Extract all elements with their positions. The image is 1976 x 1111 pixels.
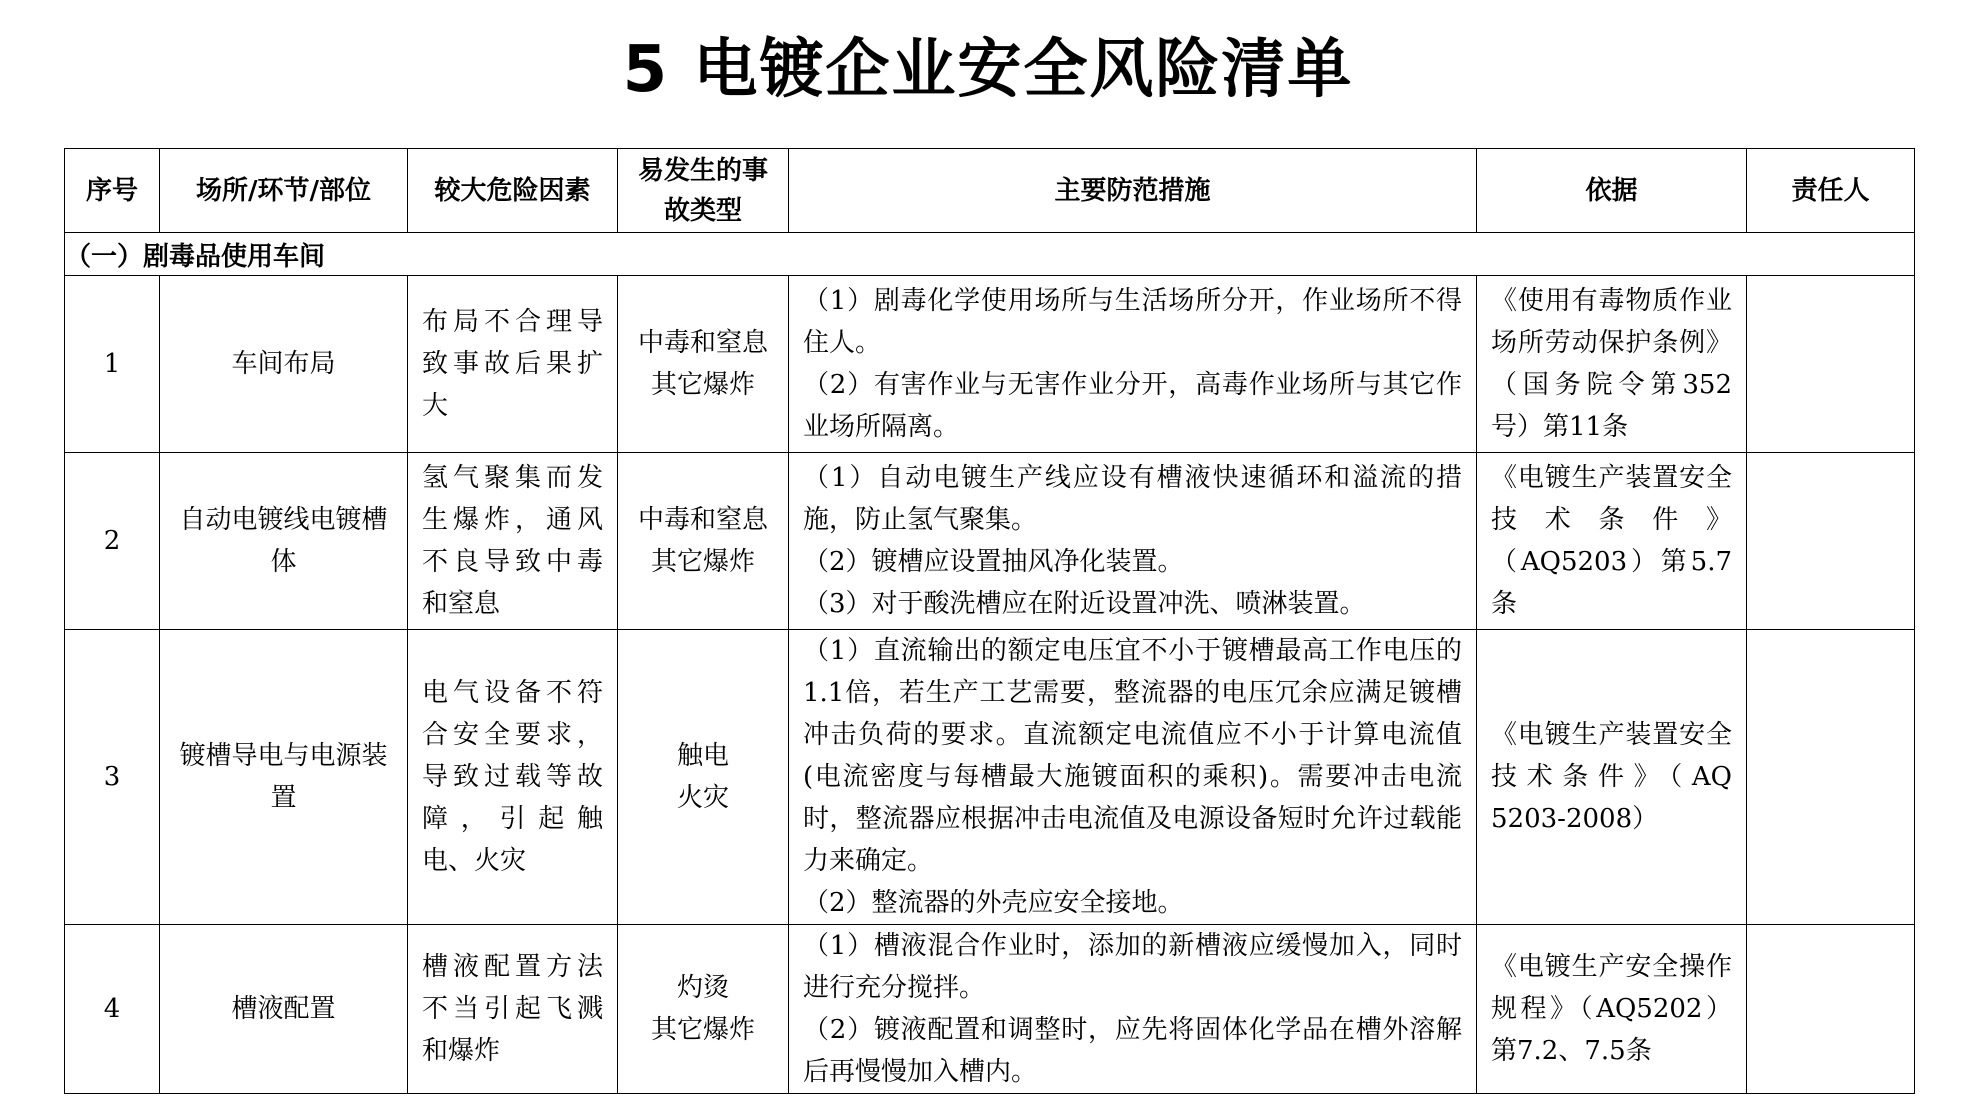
row-measures: （1）自动电镀生产线应设有槽液快速循环和溢流的措施，防止氢气聚集。 （2）镀槽应设置抽风净化装置。 （3）对于酸洗槽应在附近设置冲洗、喷淋装置。 [789,453,1477,630]
row-location: 槽液配置 [160,925,408,1094]
row-seq: 1 [65,276,160,453]
row-accident: 触电 火灾 [618,630,789,925]
page-title: 5 电镀企业安全风险清单 [622,33,1354,107]
risk-table [64,148,1915,1094]
header-responsible: 责任人 [1747,149,1915,233]
row-basis: 《电镀生产安全操作规程》（AQ5202）第7.2、7.5条 [1477,925,1747,1094]
header-basis: 依据 [1477,149,1747,233]
row-measures: （1）直流输出的额定电压宜不小于镀槽最高工作电压的1.1倍，若生产工艺需要，整流器的电压冗余应满足镀槽冲击负荷的要求。直流额定电流值应不小于计算电流值(电流密度与每槽最大施镀面积的乘积)。需要冲击电流时，整流器应根据冲击电流值及电源设备短时允许过载能力来确定。 （2）整流器的外壳应安全接地。 [789,630,1477,925]
row-responsible [1747,276,1915,453]
header-seq: 序号 [65,149,160,233]
row-seq: 4 [65,925,160,1094]
row-basis: 《电镀生产装置安全技术条件》（AQ 5203-2008） [1477,630,1747,925]
row-accident: 中毒和窒息 其它爆炸 [618,276,789,453]
row-basis: 《使用有毒物质作业场所劳动保护条例》（国务院令第352号）第11条 [1477,276,1747,453]
row-seq: 2 [65,453,160,630]
table-row [65,630,1915,925]
row-accident: 灼烫 其它爆炸 [618,925,789,1094]
row-measures: （1）槽液混合作业时，添加的新槽液应缓慢加入，同时进行充分搅拌。 （2）镀液配置和调整时，应先将固体化学品在槽外溶解后再慢慢加入槽内。 [789,925,1477,1094]
header-accident-type: 易发生的事故类型 [618,149,789,233]
section-row [65,233,1915,276]
row-seq: 3 [65,630,160,925]
row-location: 镀槽导电与电源装置 [160,630,408,925]
row-measures: （1）剧毒化学使用场所与生活场所分开，作业场所不得住人。 （2）有害作业与无害作业分开，高毒作业场所与其它作业场所隔离。 [789,276,1477,453]
table-row [65,453,1915,630]
header-location: 场所/环节/部位 [160,149,408,233]
header-measures: 主要防范措施 [789,149,1477,233]
row-accident: 中毒和窒息 其它爆炸 [618,453,789,630]
row-hazard: 氢气聚集而发生爆炸，通风不良导致中毒和窒息 [408,453,618,630]
row-hazard: 电气设备不符合安全要求，导致过载等故障，引起触电、火灾 [408,630,618,925]
row-basis: 《电镀生产装置安全技术条件》（AQ5203）第5.7条 [1477,453,1747,630]
row-hazard: 槽液配置方法不当引起飞溅和爆炸 [408,925,618,1094]
section-title: （一）剧毒品使用车间 [65,233,1915,276]
header-row [65,149,1915,233]
row-responsible [1747,453,1915,630]
row-responsible [1747,925,1915,1094]
row-location: 自动电镀线电镀槽体 [160,453,408,630]
table-row [65,925,1915,1094]
row-location: 车间布局 [160,276,408,453]
row-hazard: 布局不合理导致事故后果扩大 [408,276,618,453]
header-hazard: 较大危险因素 [408,149,618,233]
table-row [65,276,1915,453]
row-responsible [1747,630,1915,925]
